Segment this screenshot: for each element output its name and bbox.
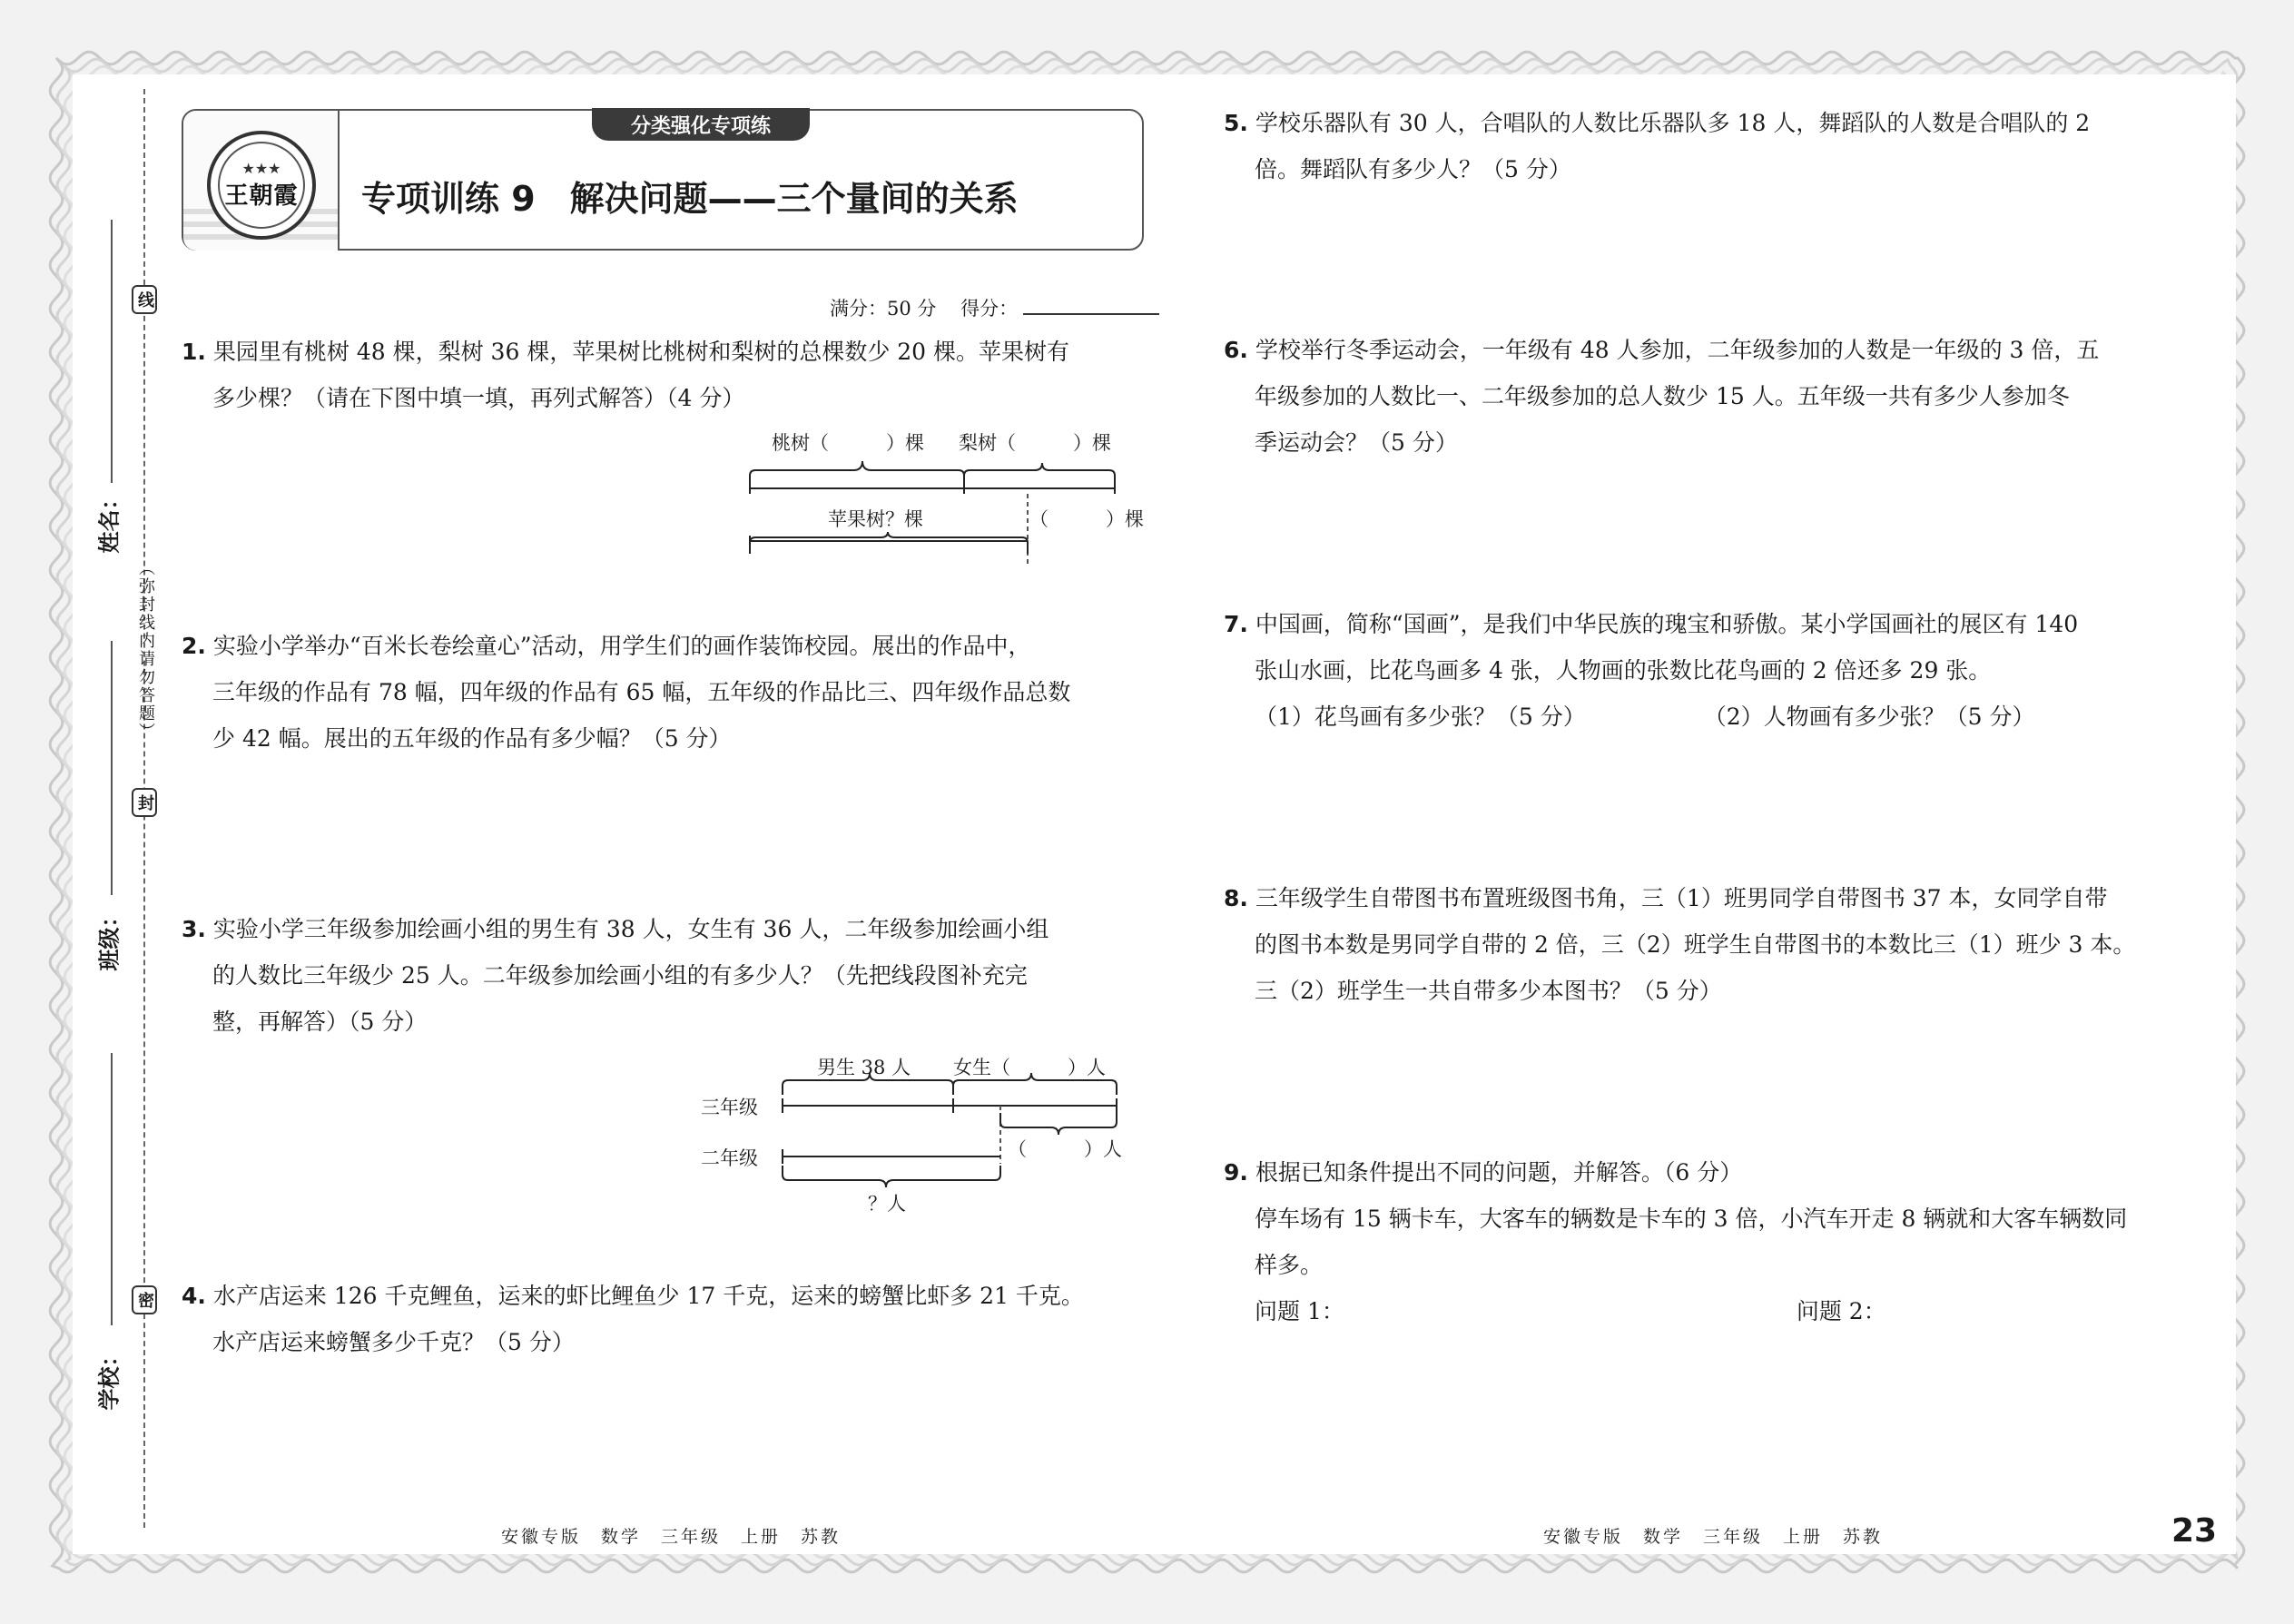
class-field-line[interactable]: [111, 641, 113, 895]
q7-sub-2: （2）人物画有多少张？（5 分）: [1703, 704, 2035, 730]
logo-area: [183, 111, 338, 251]
q9-question-1: 问题 1：: [1255, 1298, 1344, 1324]
question-5: 5. 学校乐器队有 30 人，合唱队的人数比乐器队多 18 人，舞蹈队的人数是合唱队的 2 倍。舞蹈队有多少人？（5 分）: [1224, 110, 2091, 182]
question-3: 3. 实验小学三年级参加绘画小组的男生有 38 人，女生有 36 人，二年级参加绘画小组 的人数比三年级少 25 人。二年级参加绘画小组的有多少人？（先把线段图补充完 整，再解答）（5 分）: [182, 916, 1049, 1035]
page-number: 23: [2171, 1512, 2218, 1550]
diagram1-apple-label: 苹果树？棵: [828, 508, 923, 530]
class-field-label: 班级：: [96, 905, 123, 971]
question-8: 8. 三年级学生自带图书布置班级图书角，三（1）班男同学自带图书 37 本，女同学自带 的图书本数是男同学自带的 2 倍，三（2）班学生自带图书的本数比三（1）班少 3 本。 三（2）班学生一共自带多少本图书？（5 分）: [1224, 885, 2136, 1004]
question-2: 2. 实验小学举办“百米长卷绘童心”活动，用学生们的画作装饰校园。展出的作品中， 三年级的作品有 78 幅，四年级的作品有 65 幅，五年级的作品比三、四年级作品总数 少 42 幅。展出的五年级的作品有多少幅？（5 分）: [182, 633, 1071, 752]
score-label: 得分：: [960, 298, 1019, 320]
seal-note: （弥封线内请勿答题）: [136, 559, 155, 741]
category-tab: 分类强化专项练: [592, 108, 810, 141]
diagram1-peach-label: 桃树（ ）棵: [772, 432, 924, 454]
name-field-line[interactable]: [111, 220, 113, 483]
binding-margin: [0, 0, 191, 1624]
full-score: 满分：50 分: [830, 298, 937, 320]
seal-char-xian: 线: [132, 285, 157, 314]
seal-char-mi: 密: [132, 1285, 157, 1314]
school-field-label: 学校：: [96, 1344, 123, 1411]
diagram3-boys-label: 男生 38 人: [817, 1057, 911, 1078]
q7-sub-1: （1）花鸟画有多少张？（5 分）: [1255, 704, 1586, 730]
section-header: [182, 109, 1144, 251]
diagram3-girls-label: 女生（ ）人: [953, 1057, 1106, 1078]
diagram1-diff-label: （ ）棵: [1029, 508, 1144, 530]
seal-char-feng: 封: [132, 788, 157, 817]
diagram1-pear-label: 梨树（ ）棵: [959, 432, 1111, 454]
q9-question-2: 问题 2：: [1796, 1298, 1886, 1324]
page-title: 专项训练 9 解决问题——三个量间的关系: [361, 179, 1019, 219]
name-field-label: 姓名：: [96, 487, 123, 554]
footer-left: 安徽专版 数学 三年级 上册 苏教: [501, 1527, 842, 1547]
question-6: 6. 学校举行冬季运动会，一年级有 48 人参加，二年级参加的人数是一年级的 3 倍，五 年级参加的人数比一、二年级参加的总人数少 15 人。五年级一共有多少人参加冬 季运动会？（5 分）: [1224, 337, 2100, 456]
score-blank[interactable]: [1023, 313, 1159, 315]
question-9: 9. 根据已知条件提出不同的问题，并解答。（6 分） 停车场有 15 辆卡车，大客车的辆数是卡车的 3 倍，小汽车开走 8 辆就和大客车辆数同 样多。 问题 1： 问题 2：: [1224, 1159, 2128, 1324]
school-field-line[interactable]: [111, 1053, 113, 1325]
diagram3-grade3-label: 三年级: [701, 1097, 758, 1118]
question-7: 7. 中国画，简称“国画”，是我们中华民族的瑰宝和骄傲。某小学国画社的展区有 140 张山水画，比花鸟画多 4 张，人物画的张数比花鸟画的 2 倍还多 29 张。 （1）花鸟画有多少张？（5 分） （2）人物画有多少张？（5 分）: [1224, 611, 2079, 730]
footer-right: 安徽专版 数学 三年级 上册 苏教: [1543, 1527, 1884, 1547]
diagram3-question-label: ？人: [868, 1193, 906, 1215]
brand-logo: ★★★ 王朝霞: [207, 131, 316, 240]
score-line: [830, 294, 1159, 321]
question-1: 1. 果园里有桃树 48 棵，梨树 36 棵，苹果树比桃树和梨树的总棵数少 20 棵。苹果树有 多少棵？（请在下图中填一填，再列式解答）（4 分）: [182, 339, 1070, 411]
diagram3-grade2-label: 二年级: [701, 1147, 758, 1169]
brand-logo-text: 王朝霞: [224, 182, 299, 210]
question-4: 4. 水产店运来 126 千克鲤鱼，运来的虾比鲤鱼少 17 千克，运来的螃蟹比虾多 21 千克。 水产店运来螃蟹多少千克？（5 分）: [182, 1283, 1084, 1355]
diagram3-diff-label: （ ）人: [1008, 1138, 1122, 1160]
